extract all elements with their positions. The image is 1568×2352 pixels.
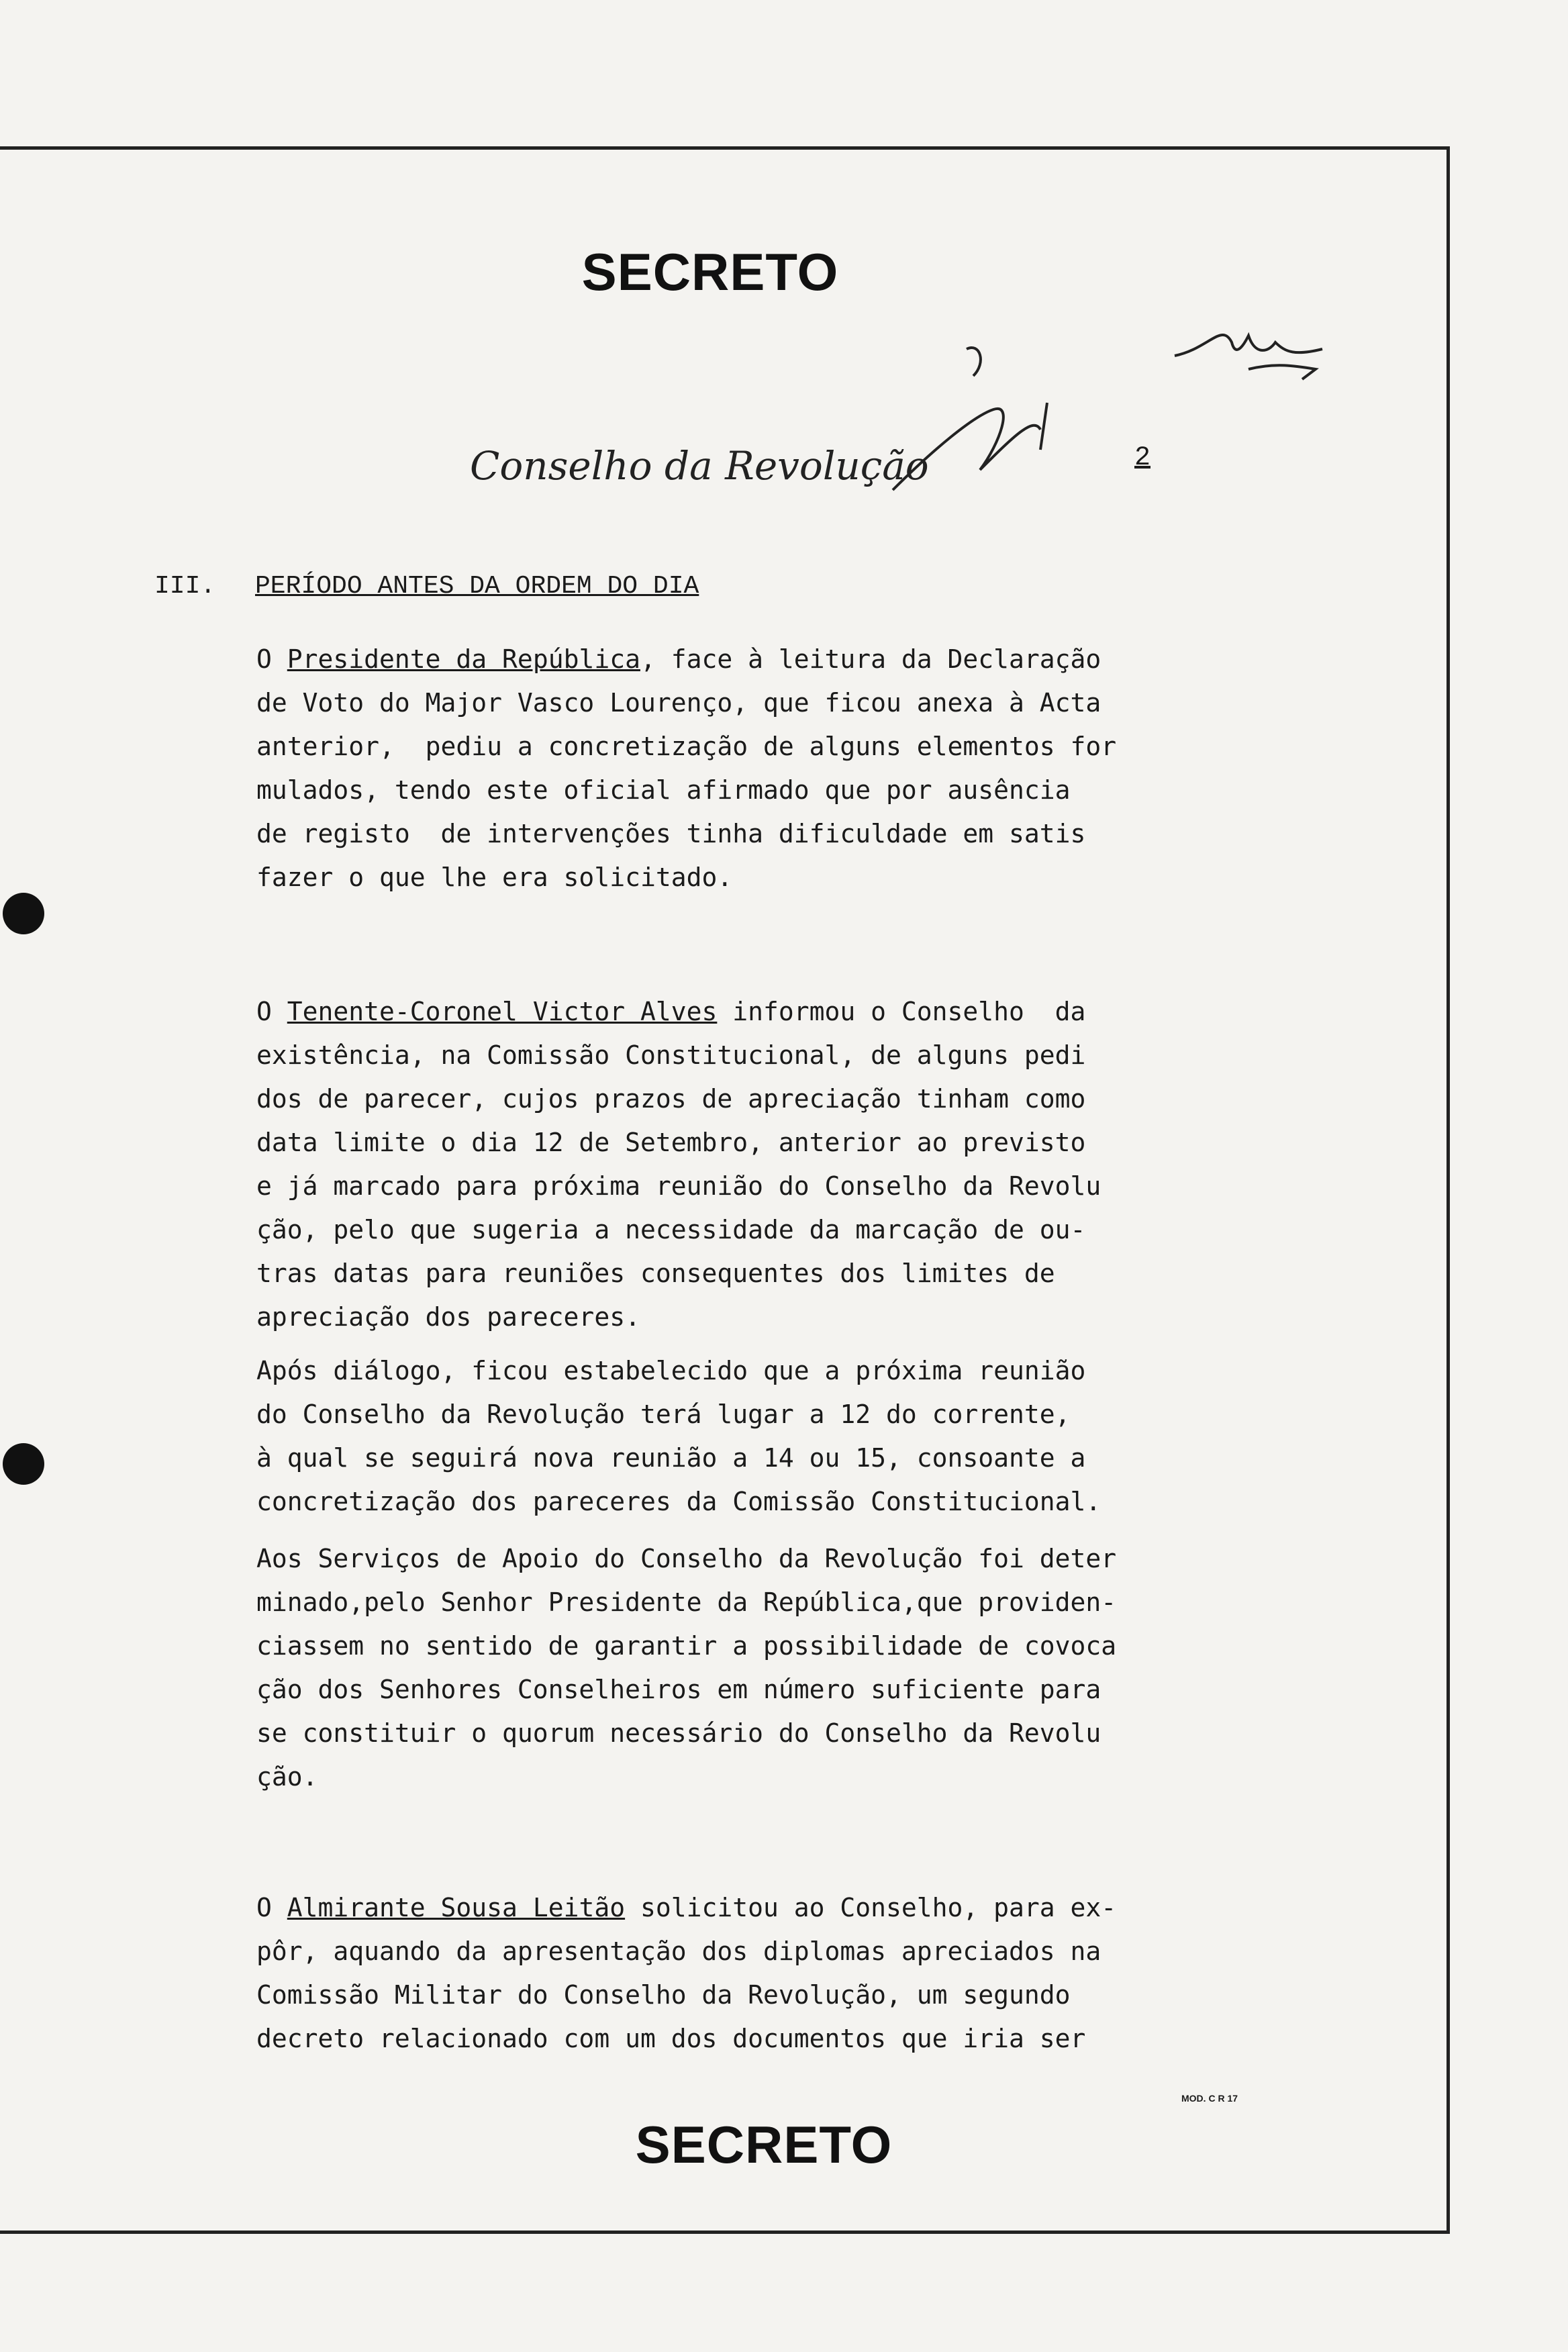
- classification-header: SECRETO: [581, 242, 839, 301]
- classification-footer: SECRETO: [635, 2115, 893, 2174]
- paragraph-servicos-apoio: Aos Serviços de Apoio do Conselho da Revolução foi deter minado,pelo Senhor Presidente da República,que providen- ciassem no sentido de garantir a possibilidade de covoca ção dos Senhores Conselheiros em número suficiente para se constituir o quorum necessário do Conselho da Revolu ção.: [256, 1544, 1117, 1792]
- paragraph-dialogo: Após diálogo, ficou estabelecido que a próxima reunião do Conselho da Revolução terá lugar a 12 do corrente, à qual se seguirá nova reunião a 14 ou 15, consoante a concretização dos pareceres da Comissão Constitucional.: [256, 1356, 1101, 1516]
- section-title: PERÍODO ANTES DA ORDEM DO DIA: [255, 572, 699, 601]
- speaker-name: Tenente-Coronel Victor Alves: [287, 997, 718, 1026]
- form-code: MOD. C R 17: [1181, 2093, 1238, 2104]
- page-number: 2: [1134, 443, 1151, 473]
- paragraph-victor-alves: O Tenente-Coronel Victor Alves informou o Conselho da existência, na Comissão Constitucional, de alguns pedi dos de parecer, cujos prazos de apreciação tinham como data limite o dia 12 de Setembro, anterior ao previsto e já marcado para próxima reunião do Conselho da Revolu ção, pelo que sugeria a necessidade da marcação de ou- tras datas para reuniões consequentes dos limites de apreciação dos pareceres.: [256, 997, 1101, 1332]
- letterhead-council: Conselho da Revolução: [470, 443, 929, 489]
- speaker-name: Presidente da República: [287, 644, 640, 674]
- section-number: III.: [154, 572, 216, 601]
- binder-hole-bottom: [3, 1443, 44, 1485]
- binder-hole-top: [3, 893, 44, 934]
- speaker-name: Almirante Sousa Leitão: [287, 1893, 626, 1922]
- paragraph-presidente: O Presidente da República, face à leitura da Declaração de Voto do Major Vasco Lourenço, que ficou anexa à Acta anterior, pediu a concretização de alguns elementos for mulados, tendo este oficial afirmado que por ausência de registo de intervenções tinha dificuldade em satis fazer o que lhe era solicitado.: [256, 644, 1117, 892]
- paragraph-sousa-leitao: O Almirante Sousa Leitão solicitou ao Conselho, para ex- pôr, aquando da apresentação dos diplomas apreciados na Comissão Militar do Conselho da Revolução, um segundo decreto relacionado com um dos documentos que iria ser: [256, 1893, 1117, 2053]
- handwritten-signature: [1168, 315, 1342, 403]
- section-heading: [154, 572, 699, 601]
